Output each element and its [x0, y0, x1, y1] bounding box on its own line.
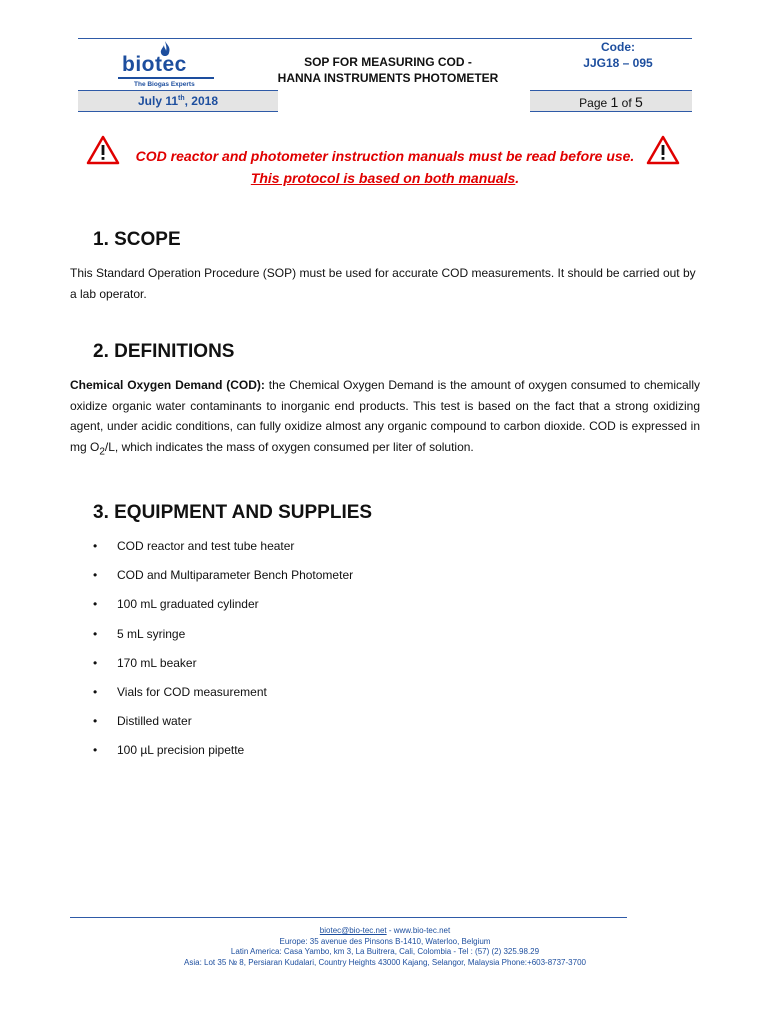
- logo-underline: [118, 77, 214, 79]
- logo-tagline: The Biogas Experts: [134, 81, 195, 88]
- footer-europe: Europe: 35 avenue des Pinsons B-1410, Waterloo, Belgium: [279, 936, 491, 946]
- date-year: , 2018: [184, 94, 218, 108]
- definition-text-b: /L, which indicates the mass of oxygen consumed per liter of solution.: [104, 439, 474, 454]
- footer-email-link[interactable]: biotec@bio-tec.net: [319, 926, 387, 935]
- title-line-1: SOP FOR MEASURING COD -: [304, 55, 472, 69]
- section-heading-definitions: 2. DEFINITIONS: [93, 341, 235, 362]
- list-item: • 100 µL precision pipette: [93, 740, 353, 769]
- page-indicator: [530, 94, 692, 110]
- page-bar: [530, 90, 692, 112]
- title-line-2: HANNA INSTRUMENTS PHOTOMETER: [277, 71, 499, 85]
- page-number: 1: [610, 94, 619, 110]
- date-main: July 11: [137, 94, 179, 108]
- scope-text: This Standard Operation Procedure (SOP) must be used for accurate COD measurements. It should be carried out by a lab operator.: [70, 266, 696, 301]
- footer-contact-line: [70, 926, 700, 937]
- document-date: [78, 94, 278, 108]
- document-code: [544, 39, 692, 71]
- document-title: [238, 54, 538, 86]
- biotec-logo: [78, 39, 236, 91]
- document-header: [78, 38, 692, 110]
- warning-line-1: COD reactor and photometer instruction manuals must be read before use.: [135, 148, 635, 164]
- code-label: Code:: [601, 40, 635, 54]
- page-total: 5: [635, 94, 643, 110]
- footer-rule: [70, 917, 627, 918]
- section-heading-equipment: 3. EQUIPMENT AND SUPPLIES: [93, 502, 373, 523]
- date-bar: [78, 90, 278, 112]
- page-prefix: Page: [579, 96, 611, 110]
- date-suffix: th: [178, 95, 185, 102]
- definition-cod: [70, 375, 700, 462]
- warning-line-2-text: This protocol is based on both manuals: [250, 170, 516, 186]
- warning-notice: [80, 135, 690, 195]
- list-item: • 170 mL beaker: [93, 653, 353, 682]
- section-heading-scope: 1. SCOPE: [93, 229, 181, 250]
- footer-latam: Latin America: Casa Yambo, km 3, La Buitrera, Cali, Colombia - Tel : (57) (2) 325.98.29: [230, 947, 540, 956]
- definition-term: Chemical Oxygen Demand (COD):: [70, 378, 265, 392]
- list-item: • COD reactor and test tube heater: [93, 536, 353, 565]
- footer-web-link[interactable]: www.bio-tec.net: [393, 926, 451, 935]
- page-mid: of: [618, 96, 636, 110]
- warning-icon: [646, 135, 680, 165]
- logo-wordmark: biotec: [122, 53, 187, 76]
- document-footer: [70, 926, 700, 968]
- code-value: JJG18 – 095: [583, 56, 653, 70]
- list-item: • 5 mL syringe: [93, 624, 353, 653]
- list-item: • COD and Multiparameter Bench Photometer: [93, 565, 353, 594]
- warning-line-2-end: .: [515, 170, 520, 186]
- footer-asia: Asia: Lot 35 № 8, Persiaran Kudalari, Country Heights 43000 Kajang, Selangor, Malaysia Phone:+603-8737-3700: [184, 957, 586, 967]
- list-item: • Vials for COD measurement: [93, 682, 353, 711]
- footer-separator: -: [386, 926, 394, 935]
- list-item: • 100 mL graduated cylinder: [93, 594, 353, 623]
- definition-text-a: the Chemical Oxygen Demand is the amount of oxygen consumed to chemically oxidize organic water contaminants to inorganic end products. This test is based on the fact that a strong oxidizing agent, under acidic conditions, can fully oxidize almost any organic compound to carbon dioxide. COD is expressed in mg O: [70, 378, 700, 454]
- list-item: • Distilled water: [93, 711, 353, 740]
- equipment-list: [93, 536, 353, 770]
- definition-subscript: 2: [99, 445, 105, 457]
- warning-line-2: [80, 170, 690, 186]
